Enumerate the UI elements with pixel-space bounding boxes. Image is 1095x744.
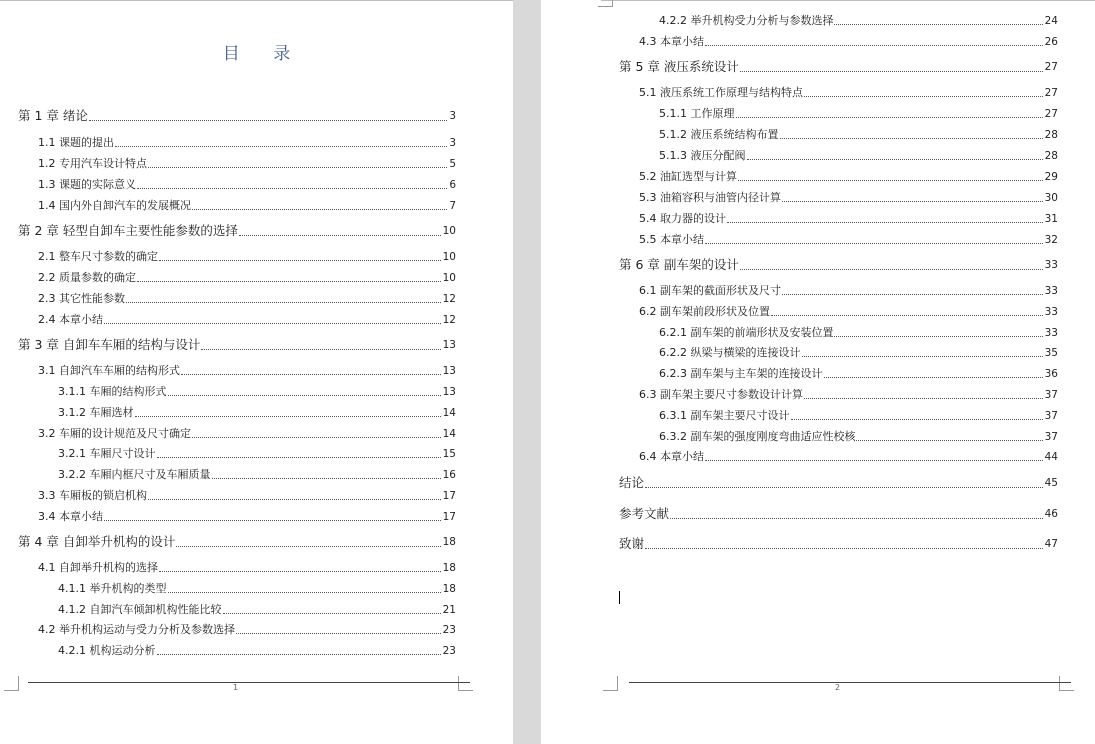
toc-entry[interactable]: 6.1 副车架的截面形状及尺寸 33 <box>639 284 1058 297</box>
toc-entry[interactable]: 第 6 章 副车架的设计 33 <box>619 257 1058 272</box>
toc-entry[interactable]: 2.2 质量参数的确定 10 <box>38 271 456 284</box>
page-top-border <box>0 0 513 1</box>
toc-entry[interactable]: 第 3 章 自卸车车厢的结构与设计 13 <box>18 337 456 352</box>
toc-entry[interactable]: 3.1 自卸汽车车厢的结构形式 13 <box>38 364 456 377</box>
toc-entry[interactable]: 5.1.2 液压系统结构布置 28 <box>659 128 1058 141</box>
page-corner-mark <box>1059 676 1074 691</box>
toc-entry[interactable]: 4.2 举升机构运动与受力分析及参数选择 23 <box>38 623 456 636</box>
toc-entry[interactable]: 4.1 自卸举升机构的选择 18 <box>38 561 456 574</box>
toc-entry[interactable]: 6.3.2 副车架的强度刚度弯曲适应性校核 37 <box>659 430 1058 443</box>
toc-entry[interactable]: 5.3 油箱容积与油管内径计算 30 <box>639 191 1058 204</box>
toc-entry[interactable]: 致谢 47 <box>619 536 1058 551</box>
toc-title: 目 录 <box>222 44 305 64</box>
toc-entry[interactable]: 4.1.1 举升机构的类型 18 <box>58 582 456 595</box>
toc-entry[interactable]: 2.1 整车尺寸参数的确定 10 <box>38 250 456 263</box>
toc-entry[interactable]: 3.2 车厢的设计规范及尺寸确定 14 <box>38 427 456 440</box>
toc-entry[interactable]: 第 1 章 绪论 3 <box>18 108 456 123</box>
toc-entry[interactable]: 1.2 专用汽车设计特点 5 <box>38 157 456 170</box>
page-corner-mark <box>4 676 19 691</box>
toc-entry[interactable]: 5.4 取力器的设计 31 <box>639 212 1058 225</box>
toc-entry[interactable]: 5.1.3 液压分配阀 28 <box>659 149 1058 162</box>
toc-entry[interactable]: 第 5 章 液压系统设计 27 <box>619 59 1058 74</box>
toc-entry[interactable]: 5.2 油缸选型与计算 29 <box>639 170 1058 183</box>
toc-entry[interactable]: 结论 45 <box>619 475 1058 490</box>
toc-entry[interactable]: 2.4 本章小结 12 <box>38 313 456 326</box>
toc-entry[interactable]: 5.5 本章小结 32 <box>639 233 1058 246</box>
toc-entry[interactable]: 6.2.1 副车架的前端形状及安装位置 33 <box>659 326 1058 339</box>
toc-entry[interactable]: 5.1.1 工作原理 27 <box>659 107 1058 120</box>
page-corner-mark <box>603 676 618 691</box>
page-number: 2 <box>835 683 841 692</box>
toc-entry[interactable]: 1.4 国内外自卸汽车的发展概况 7 <box>38 199 456 212</box>
toc-entry[interactable]: 6.2.3 副车架与主车架的连接设计 36 <box>659 367 1058 380</box>
page-gutter <box>513 0 541 744</box>
toc-entry[interactable]: 第 2 章 轻型自卸车主要性能参数的选择 10 <box>18 223 456 238</box>
toc-entry[interactable]: 6.4 本章小结 44 <box>639 450 1058 463</box>
toc-entry[interactable]: 3.4 本章小结 17 <box>38 510 456 523</box>
toc-entry[interactable]: 2.3 其它性能参数 12 <box>38 292 456 305</box>
document-page-1 <box>0 0 513 744</box>
toc-entry[interactable]: 3.1.1 车厢的结构形式 13 <box>58 385 456 398</box>
toc-entry[interactable]: 4.2.1 机构运动分析 23 <box>58 644 456 657</box>
footer-rule <box>28 682 470 683</box>
toc-entry[interactable]: 4.2.2 举升机构受力分析与参数选择 24 <box>659 14 1058 27</box>
toc-entry[interactable]: 3.2.2 车厢内框尺寸及车厢质量 16 <box>58 468 456 481</box>
page-corner-mark <box>458 676 473 691</box>
page-top-border <box>601 0 1095 1</box>
toc-entry[interactable]: 3.2.1 车厢尺寸设计 15 <box>58 447 456 460</box>
toc-entry[interactable]: 6.3.1 副车架主要尺寸设计 37 <box>659 409 1058 422</box>
toc-entry[interactable]: 3.3 车厢板的锁启机构 17 <box>38 489 456 502</box>
toc-entry[interactable]: 4.3 本章小结 26 <box>639 35 1058 48</box>
toc-entry[interactable]: 1.3 课题的实际意义 6 <box>38 178 456 191</box>
toc-entry[interactable]: 3.1.2 车厢选材 14 <box>58 406 456 419</box>
toc-entry[interactable]: 1.1 课题的提出 3 <box>38 136 456 149</box>
toc-entry[interactable]: 6.2.2 纵梁与横梁的连接设计 35 <box>659 346 1058 359</box>
toc-entry[interactable]: 4.1.2 自卸汽车倾卸机构性能比较 21 <box>58 603 456 616</box>
toc-entry[interactable]: 参考文献 46 <box>619 506 1058 521</box>
page-corner-mark <box>598 0 613 7</box>
text-cursor[interactable] <box>619 591 620 604</box>
toc-entry[interactable]: 第 4 章 自卸举升机构的设计 18 <box>18 534 456 549</box>
toc-entry[interactable]: 5.1 液压系统工作原理与结构特点 27 <box>639 86 1058 99</box>
toc-entry[interactable]: 6.3 副车架主要尺寸参数设计计算 37 <box>639 388 1058 401</box>
toc-entry[interactable]: 6.2 副车架前段形状及位置 33 <box>639 305 1058 318</box>
page-number: 1 <box>233 683 239 692</box>
footer-rule <box>629 682 1071 683</box>
document-page-2 <box>541 0 1095 744</box>
